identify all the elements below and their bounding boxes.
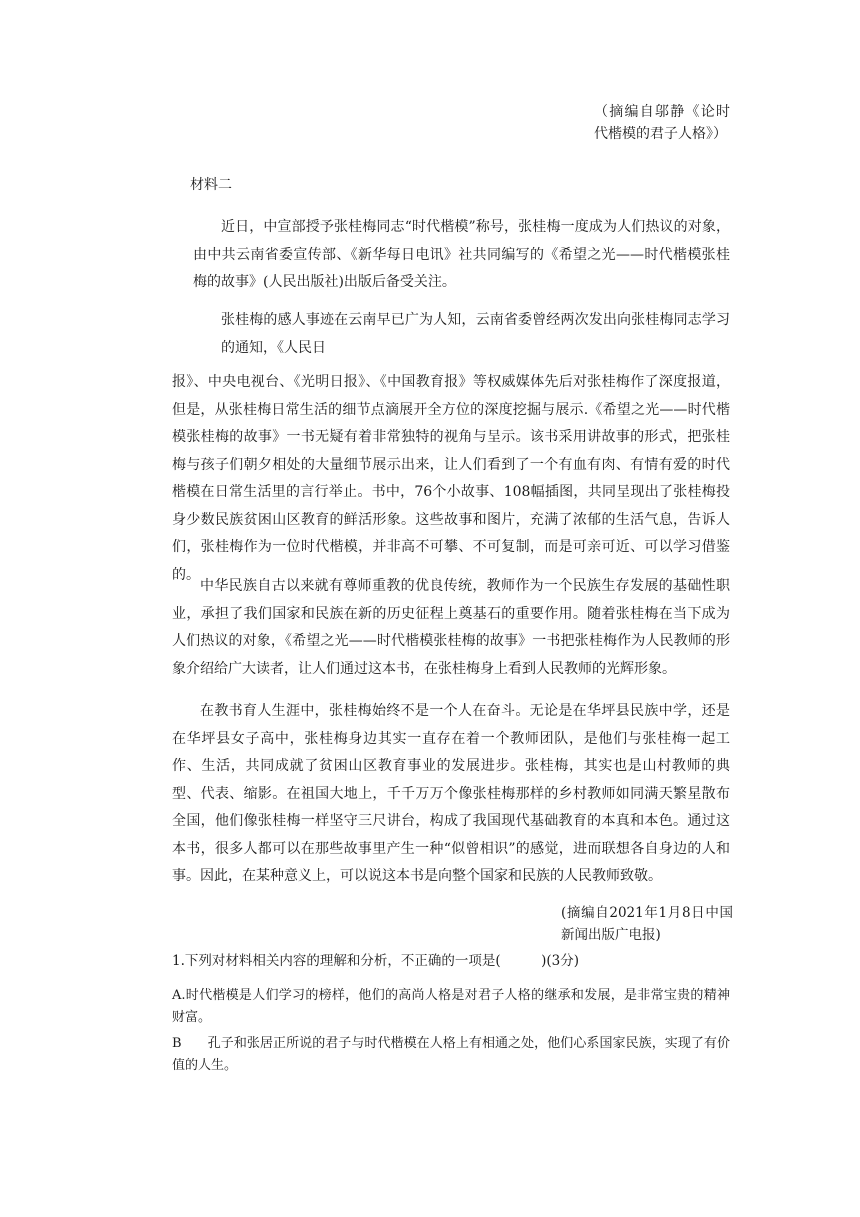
source-note-2: (摘编自2021年1月8日中国新闻出版广电报) xyxy=(561,905,733,943)
source-note-1: （摘编自邬静《论时代楷模的君子人格》） xyxy=(594,104,730,142)
paragraph-1: 近日，中宣部授予张桂梅同志“时代楷模”称号，张桂梅一度成为人们热议的对象，由中共云南省委宣传部、《新华每日电讯》社共同编写的《希望之光——时代楷模张桂梅的故事》(人民出版社)出版后备受关注。 xyxy=(193,219,730,290)
paragraph-2-continued: 报》、中央电视台、《光明日报》、《中国教育报》等权威媒体先后对张桂梅作了深度报道，但是，从张桂梅日常生活的细节点滴展开全方位的深度挖掘与展示.《希望之光——时代楷模张桂梅的故事》一书无疑有着非常独特的视角与呈示。该书采用讲故事的形式，把张桂梅与孩子们朝夕相处的大量细节展示出来，让人们看到了一个有血有肉、有情有爱的时代楷模在日常生活里的言行举止。书中，76个小故事、108幅插图，共同呈现出了张桂梅投身少数民族贫困山区教育的鲜活形象。这些故事和图片，充满了浓郁的生活气息，告诉人们，张桂梅作为一位时代楷模，并非高不可攀、不可复制，而是可亲可近、可以学习借鉴的。 xyxy=(172,374,730,583)
paragraph-2-start: 张桂梅的感人事迹在云南早已广为人知，云南省委曾经两次发出向张桂梅同志学习的通知，《人民日 xyxy=(221,312,730,356)
question-1: 1.下列对材料相关内容的理解和分析，不正确的一项是( )(3分) xyxy=(172,953,580,969)
option-b: B 孔子和张居正所说的君子与时代楷模在人格上有相通之处，他们心系国家民族，实现了有价值的人生。 xyxy=(172,1036,730,1073)
paragraph-4: 在教书育人生涯中，张桂梅始终不是一个人在奋斗。无论是在华坪县民族中学，还是在华坪县女子高中，张桂梅身边其实一直存在着一个教师团队，是他们与张桂梅一起工作、生活，共同成就了贫困山区教育事业的发展进步。张桂梅，其实也是山村教师的典型、代表、缩影。在祖国大地上，千千万万个像张桂梅那样的乡村教师如同满天繁星散布全国，他们像张桂梅一样坚守三尺讲台，构成了我国现代基础教育的本真和本色。通过这本书，很多人都可以在那些故事里产生一种“似曾相识”的感觉，进而联想各自身边的人和事。因此，在某种意义上，可以说这本书是向整个国家和民族的人民教师致敬。 xyxy=(172,703,730,884)
paragraph-3: 中华民族自古以来就有尊师重教的优良传统，教师作为一个民族生存发展的基础性职业，承担了我们国家和民族在新的历史征程上奠基石的重要作用。随着张桂梅在当下成为人们热议的对象，《希望之光——时代楷模张桂梅的故事》一书把张桂梅作为人民教师的形象介绍给广大读者，让人们通过这本书，在张桂梅身上看到人民教师的光辉形象。 xyxy=(172,578,730,677)
material-2-heading: 材料二 xyxy=(190,177,232,193)
option-a: A.时代楷模是人们学习的榜样，他们的高尚人格是对君子人格的继承和发展，是非常宝贵的精神财富。 xyxy=(172,988,730,1025)
